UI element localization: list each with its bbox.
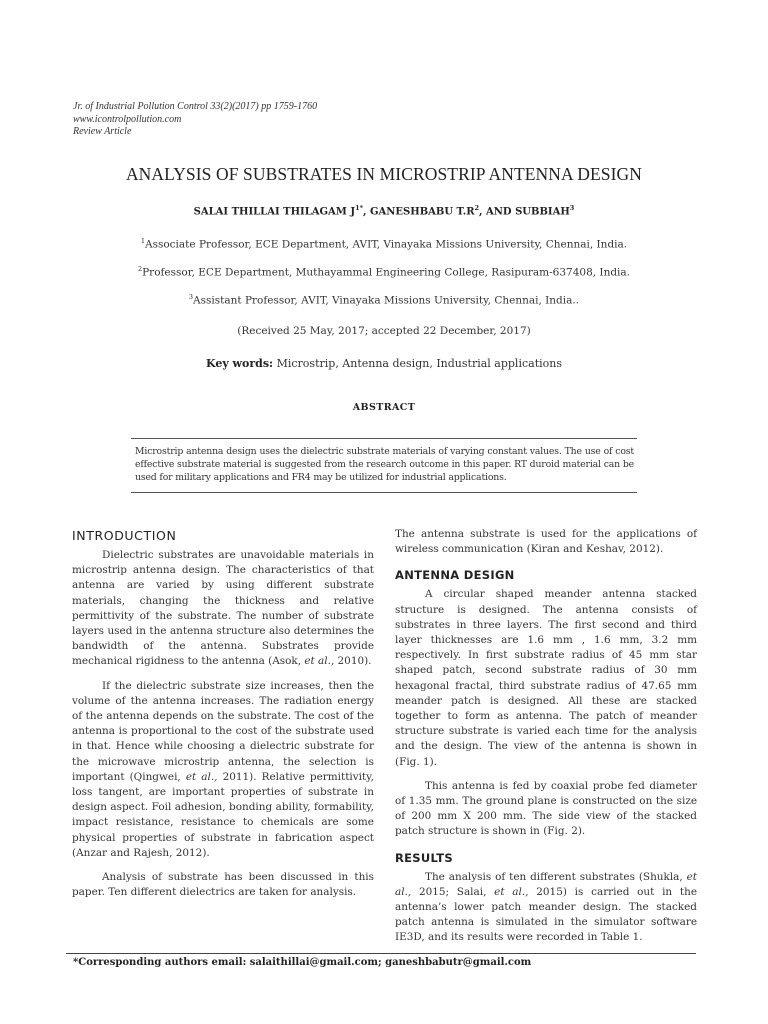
- intro-p1-text: Dielectric substrates are unavoidable materials in microstrip antenna design. The characteristics of that antenna are varied by using different substrate materials, changing the thickness and relative permittivity of the substrate. The number of substrate layers used in the antenna structure also determines the bandwidth of the antenna. Substrates provide mechanical rigidness to the antenna (Asok,: [72, 549, 374, 668]
- abstract-bottom-rule: [131, 492, 637, 493]
- author-3: , AND SUBBIAH: [479, 206, 570, 218]
- results-p1-b: 2015; Salai,: [411, 885, 495, 898]
- intro-p2-end: 2011). Relative permittivity, loss tangent, are important properties of substrate in design aspect. Foil adhesion, bonding ability, formability, impact resistance, resistance to chemicals are some physical properties of substrate in fabrication aspect (Anzar and Rajesh, 2012).: [72, 770, 374, 859]
- received-dates: (Received 25 May, 2017; accepted 22 December, 2017): [237, 325, 531, 337]
- paper-title: ANALYSIS OF SUBSTRATES IN MICROSTRIP ANTENNA DESIGN: [125, 164, 643, 184]
- antenna-design-paragraph-1: A circular shaped meander antenna stacked structure is designed. The antenna consists of substrates in three layers. The first second and third layer thicknesses are 1.6 mm , 1.6 mm, 3.2 mm respectively. In first substrate radius of 45 mm star shaped patch, second substrate radius of 30 mm hexagonal fractal, third substrate radius of 47.65 mm meander patch is designed. All these are stacked together to form as antenna. The patch of meander structure substrate is varied each time for the analysis and the design. The view of the antenna is shown in (Fig. 1).: [395, 588, 697, 768]
- results-p1-c: 2015) is carried out in the antenna’s lower patch meander design. The stacked patch antenna is simulated in the simulator software IE3D, and its results were recorded in Table 1.: [395, 885, 698, 944]
- author-2: , GANESHBABU T.R: [363, 206, 475, 218]
- author-1: SALAI THILLAI THILAGAM J: [193, 206, 356, 218]
- keywords: [0, 357, 768, 370]
- author-1-mark: 1*: [355, 204, 363, 212]
- introduction-continued: The antenna substrate is used for the applications of wireless communication (Kiran and Keshav, 2012).: [395, 528, 697, 556]
- abstract-heading: ABSTRACT: [352, 402, 416, 413]
- affiliation-1-mark: 1: [140, 237, 145, 245]
- author-3-mark: 3: [569, 204, 575, 212]
- affiliation-3-text: Assistant Professor, AVIT, Vinayaka Missions University, Chennai, India..: [193, 294, 580, 307]
- intro-p2-text: If the dielectric substrate size increases, then the volume of the antenna increases. The radiation energy of the antenna depends on the substrate. The cost of the antenna is proportional to the cost of the substrate used in that. Hence while choosing a dielectric substrate for the microwave microstrip antenna, the selection is important (Qingwei,: [72, 679, 374, 783]
- antenna-design-heading: ANTENNA DESIGN: [395, 568, 515, 583]
- intro-p1-end: 2010).: [334, 655, 372, 668]
- affiliation-1: [0, 237, 768, 251]
- right-column: [395, 527, 697, 955]
- antenna-design-paragraph-2: This antenna is fed by coaxial probe fed diameter of 1.35 mm. The ground plane is constructed on the size of 200 mm X 200 mm. The side view of the stacked patch structure is shown in (Fig. 2).: [395, 779, 697, 838]
- abstract-top-rule: [131, 438, 637, 439]
- footnote-rule: [66, 953, 696, 954]
- left-column: [72, 527, 374, 909]
- intro-p1-etal: et al.,: [304, 655, 335, 668]
- journal-citation: Jr. of Industrial Pollution Control 33(2)(2017) pp 1759-1760: [73, 101, 318, 112]
- keywords-label: Key words:: [206, 357, 274, 370]
- affiliation-2-text: Professor, ECE Department, Muthayammal Engineering College, Rasipuram-637408, India.: [142, 266, 631, 279]
- affiliation-3-mark: 3: [188, 293, 194, 301]
- results-paragraph-1: [395, 870, 697, 946]
- introduction-paragraph-3: Analysis of substrate has been discussed in this paper. Ten different dielectrics are taken for analysis.: [72, 871, 374, 899]
- author-2-mark: 2: [474, 204, 480, 212]
- introduction-paragraph-1: [72, 548, 374, 670]
- results-p1-a: The analysis of ten different substrates (Shukla,: [425, 870, 687, 883]
- results-heading: RESULTS: [395, 850, 453, 865]
- author-list: [0, 204, 768, 217]
- introduction-heading: INTRODUCTION: [72, 528, 177, 543]
- affiliation-2: [0, 265, 768, 279]
- abstract-text: Microstrip antenna design uses the dielectric substrate materials of varying constant values. The use of cost effective substrate material is suggested from the research outcome in this paper. RT duroid material can be used for military applications and FR4 may be utilized for industrial applications.: [135, 446, 634, 483]
- journal-website: www.icontrolpollution.com: [73, 113, 182, 125]
- intro-p2-etal: et al.,: [185, 770, 218, 783]
- results-p1-etal-1: et al.,: [395, 870, 697, 898]
- keywords-text: Microstrip, Antenna design, Industrial applications: [276, 357, 562, 370]
- affiliation-2-mark: 2: [137, 265, 143, 273]
- journal-header: [73, 101, 317, 139]
- corresponding-author-footnote: *Corresponding authors email: salaithillai@gmail.com; ganeshbabutr@gmail.com: [73, 957, 532, 968]
- affiliation-3: [0, 293, 768, 307]
- introduction-paragraph-2: [72, 679, 374, 861]
- affiliation-1-text: Associate Professor, ECE Department, AVIT, Vinayaka Missions University, Chennai, India.: [145, 238, 628, 251]
- results-p1-etal-2: et al.,: [494, 885, 529, 898]
- article-type: Review Article: [73, 126, 132, 137]
